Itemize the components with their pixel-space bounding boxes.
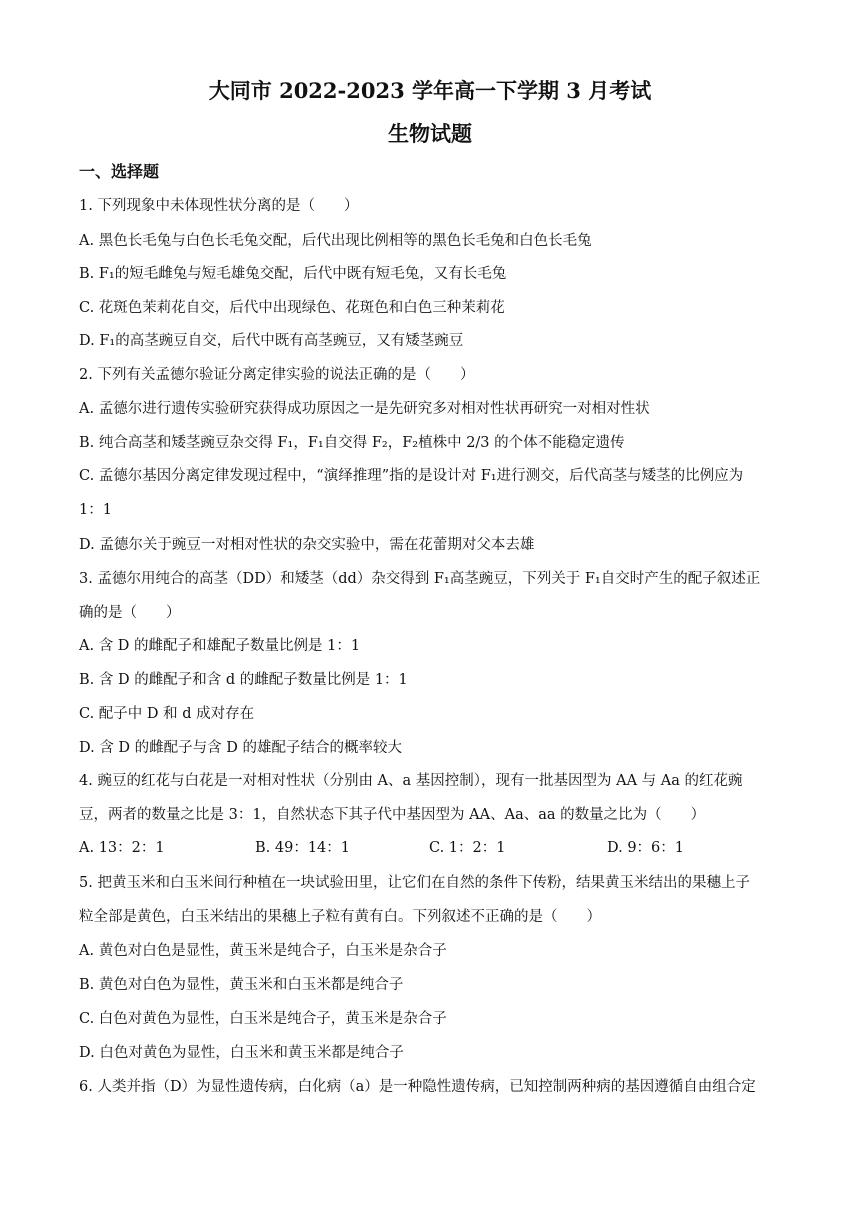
exam-title: 大同市 2022-2023 学年高一下学期 3 月考试 bbox=[208, 78, 652, 103]
question-2-option-c-cont: 1：1 bbox=[79, 502, 112, 518]
question-2-option-d: D. 孟德尔关于豌豆一对相对性状的杂交实验中，需在花蕾期对父本去雄 bbox=[79, 537, 535, 553]
question-5-option-a: A. 黄色对白色是显性，黄玉米是纯合子，白玉米是杂合子 bbox=[79, 943, 447, 959]
question-4-options bbox=[79, 836, 784, 860]
question-5-option-c: C. 白色对黄色为显性，白玉米是纯合子，黄玉米是杂合子 bbox=[79, 1011, 447, 1027]
question-5-option-b: B. 黄色对白色为显性，黄玉米和白玉米都是纯合子 bbox=[79, 977, 404, 993]
question-3-option-d: D. 含 D 的雌配子与含 D 的雄配子结合的概率较大 bbox=[79, 740, 403, 756]
question-4-stem: 4. 豌豆的红花与白花是一对相对性状（分别由 A、a 基因控制），现有一批基因型为 AA 与 Aa 的红花豌 bbox=[79, 773, 743, 789]
question-2-option-a: A. 孟德尔进行遗传实验研究获得成功原因之一是先研究多对相对性状再研究一对相对性状 bbox=[79, 401, 650, 417]
question-4-option-a: A. 13：2：1 bbox=[79, 840, 165, 856]
question-2-option-b: B. 纯合高茎和矮茎豌豆杂交得 F₁，F₁自交得 F₂，F₂植株中 2/3 的个体不能稳定遗传 bbox=[79, 435, 625, 451]
question-5-stem-cont: 粒全部是黄色，白玉米结出的果穗上子粒有黄有白。下列叙述不正确的是（ ） bbox=[79, 909, 601, 925]
section-heading: 一、选择题 bbox=[79, 162, 160, 181]
question-2-stem: 2. 下列有关孟德尔验证分离定律实验的说法正确的是（ ） bbox=[79, 367, 475, 383]
question-1-option-d: D. F₁的高茎豌豆自交，后代中既有高茎豌豆，又有矮茎豌豆 bbox=[79, 333, 464, 349]
exam-subtitle: 生物试题 bbox=[388, 121, 472, 146]
question-1-option-a: A. 黑色长毛兔与白色长毛兔交配，后代出现比例相等的黑色长毛兔和白色长毛兔 bbox=[79, 233, 592, 249]
question-3-option-b: B. 含 D 的雌配子和含 d 的雌配子数量比例是 1：1 bbox=[79, 672, 408, 688]
question-3-stem-cont: 确的是（ ） bbox=[79, 605, 181, 621]
question-4-stem-cont: 豆，两者的数量之比是 3：1，自然状态下其子代中基因型为 AA、Aa、aa 的数量之比为（ ） bbox=[79, 807, 706, 823]
question-4-option-b: B. 49：14：1 bbox=[255, 840, 351, 856]
question-6-stem: 6. 人类并指（D）为显性遗传病，白化病（a）是一种隐性遗传病，已知控制两种病的基因遵循自由组合定 bbox=[79, 1079, 756, 1095]
question-3-option-a: A. 含 D 的雌配子和雄配子数量比例是 1：1 bbox=[79, 638, 361, 654]
question-5-option-d: D. 白色对黄色为显性，白玉米和黄玉米都是纯合子 bbox=[79, 1045, 404, 1061]
question-3-stem: 3. 孟德尔用纯合的高茎（DD）和矮茎（dd）杂交得到 F₁高茎豌豆，下列关于 F₁自交时产生的配子叙述正 bbox=[79, 571, 761, 587]
question-4-option-d: D. 9：6：1 bbox=[607, 840, 685, 856]
question-2-option-c: C. 孟德尔基因分离定律发现过程中，“演绎推理”指的是设计对 F₁进行测交，后代高茎与矮茎的比例应为 bbox=[79, 468, 744, 484]
question-4-option-c: C. 1：2：1 bbox=[429, 840, 506, 856]
question-1-stem: 1. 下列现象中未体现性状分离的是（ ） bbox=[79, 198, 359, 214]
question-1-option-c: C. 花斑色茉莉花自交，后代中出现绿色、花斑色和白色三种茉莉花 bbox=[79, 300, 505, 316]
question-1-option-b: B. F₁的短毛雌兔与短毛雄兔交配，后代中既有短毛兔，又有长毛兔 bbox=[79, 266, 507, 282]
question-5-stem: 5. 把黄玉米和白玉米间行种植在一块试验田里，让它们在自然的条件下传粉，结果黄玉米结出的果穗上子 bbox=[79, 875, 750, 891]
question-3-option-c: C. 配子中 D 和 d 成对存在 bbox=[79, 706, 255, 722]
